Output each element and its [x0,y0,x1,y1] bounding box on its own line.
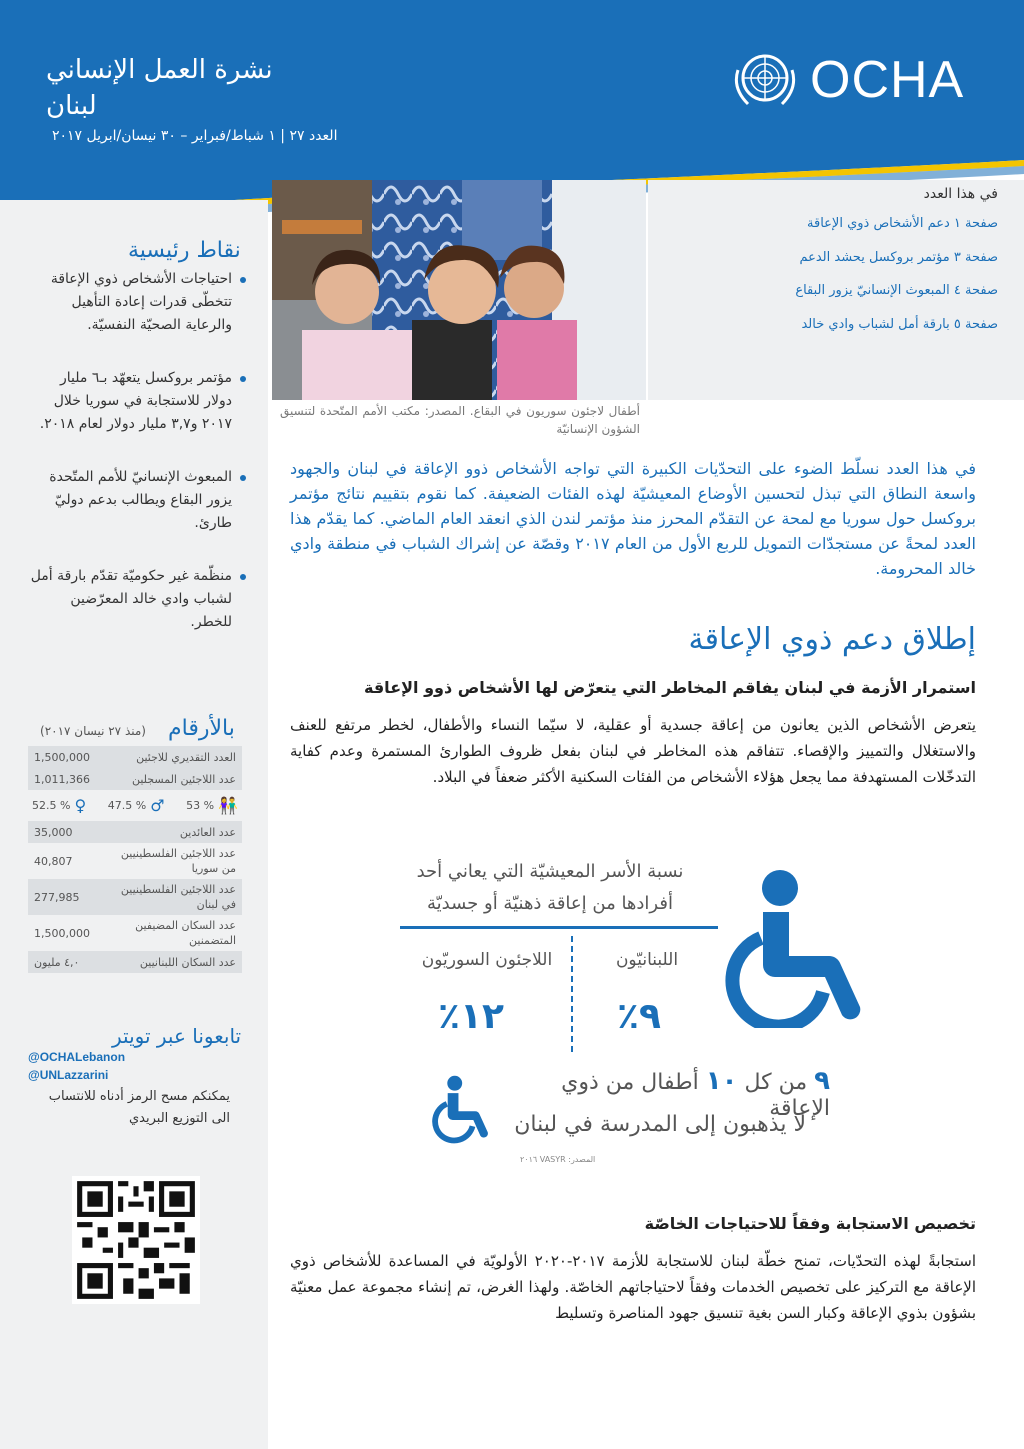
title-line-2: لبنان [46,91,97,121]
stat-row [28,768,242,790]
stat-value: 277,985 [34,890,80,904]
toc-item[interactable]: صفحة ٤ المبعوث الإنسانيّ يزور البقاع [795,283,998,298]
toc-item[interactable]: صفحة ٥ بارقة أمل لشباب وادي خالد [801,317,998,332]
twitter-handle-2[interactable]: @UNLazzarini [28,1068,109,1082]
infographic-source: المصدر: VASYR ٢٠١٦ [520,1155,596,1164]
un-emblem-icon [730,48,800,112]
stat-row [28,746,242,768]
article-subtitle-2: تخصيص الاستجابة وفقاً للاحتياجات الخاصّة [644,1214,976,1233]
stat-mid: من كل [744,1070,808,1095]
stat-value: ٤,٠ مليون [34,955,80,969]
highlight-item: احتياجات الأشخاص ذوي الإعاقة تتخطّى قدرات إعادة التأهيل والرعاية الصحيّة النفسيّة. [28,268,248,337]
stat-rest: أطفال من ذوي الإعاقة [561,1070,830,1121]
syrian-percent: ١٢٪ [438,996,504,1037]
highlight-item: منظّمة غير حكوميّة تقدّم بارقة أمل لشباب وادي خالد المعرّضين للخطر. [28,565,248,634]
figures-date: (منذ ٢٧ نيسان ٢٠١٧) [40,724,146,738]
title-line-1: نشرة العمل الإنساني [46,55,273,85]
twitter-handle-1[interactable]: @OCHALebanon [28,1050,126,1064]
logo-text: OCHA [810,51,965,109]
male-value: 47.5 % [107,799,147,812]
photo-caption: أطفال لاجئون سوريون في البقاع. المصدر: مكتب الأمم المتّحدة لتنسيق الشؤون الإنسانيّة [280,404,640,436]
article-subtitle: استمرار الأزمة في لبنان يفاقم المخاطر التي يتعرّض لها الأشخاص ذوو الإعاقة [364,678,976,697]
intro-paragraph: في هذا العدد نسلّط الضوء على التحدّيات الكبيرة التي تواجه الأشخاص ذوو الإعاقة في لبنان والجهود واسعة النطاق التي تبذل لتحسين الأوضاع المعيشيّة لهذه الفئات الضعيفة. كما نقوم بتقييم نتائج مؤتمر بروكسل حول سوريا مع لمحة عن التقدّم المحرز منذ مؤتمر لندن الذي انعقد العام الماضي. كما يقدّم هذا العدد لمحةً عن مستجدّات التمويل للربع الأول من العام ٢٠١٧ وقصّة عن إشراك الشباب في منطقة وادي خالد المحرومة. [290,459,976,578]
infographic-title: نسبة الأسر المعيشيّة التي يعاني أحد أفرادها من إعاقة ذهنيّة أو جسديّة [416,861,684,914]
stat-label: عدد السكان اللبنانيين [139,955,236,969]
stat-number-1: ٩ [814,1066,830,1096]
female-icon: ♀ [74,796,87,815]
gender-row [28,790,242,821]
stat-label: عدد السكان المضيفين المتضمنين [135,919,236,947]
qr-code[interactable] [72,1176,200,1304]
female-stat [32,796,86,815]
syrian-label: اللاجئون السوريّون [421,950,553,970]
stat-value: 40,807 [34,854,73,868]
stat-value: 35,000 [34,825,73,839]
stat-label: عدد العائدين [179,825,236,839]
stat-row [28,843,242,879]
figures-title: بالأرقام [168,716,235,741]
female-value: 52.5 % [32,799,71,812]
table-of-contents [648,180,1024,400]
highlights-list [28,268,248,664]
highlight-item: مؤتمر بروكسل يتعهّد بـ٦ مليار دولار للاستجابة في سوريا خلال ٢٠١٧ و٣,٧ مليار دولار لعام ٢٠١٨. [28,367,248,436]
infographic-stat-line-2: لا يذهبون إلى المدرسة في لبنان [514,1112,806,1137]
twitter-title: تابعونا عبر تويتر [112,1024,242,1048]
qr-instructions: يمكنكم مسح الرمز أدناه للانتساب الى التوزيع البريدي [48,1089,230,1126]
highlight-item: المبعوث الإنسانيّ للأمم المتّحدة يزور البقاع ويطالب بدعم دوليّ طارئ. [28,466,248,535]
stat-label: العدد التقديري للاجئين [136,750,236,764]
infographic-rule [400,926,718,929]
issue-info: العدد ٢٧ | ١ شباط/فبراير – ٣٠ نيسان/ابريل ٢٠١٧ [52,128,338,144]
stat-value: 1,011,366 [34,772,90,786]
children-icon: 👫 [218,796,238,815]
figures-table [28,746,242,973]
stat-label: عدد اللاجئين الفلسطينيين من سوريا [120,847,236,875]
toc-item[interactable]: صفحة ١ دعم الأشخاص ذوي الإعاقة [807,216,998,231]
ocha-logo [730,48,990,112]
male-icon: ♂ [150,796,165,815]
page-title [46,52,346,124]
stat-value: 1,500,000 [34,750,90,764]
article-paragraph-2: استجابةً لهذه التحدّيات، تمنح خطّة لبنان للاستجابة للأزمة ٢٠١٧-٢٠٢٠ الأولويّة في المساعدة للأشخاص ذوي الإعاقة مع التركيز على تخصيص الخدمات وفقاً لاحتياجاتهم الخاصّة. ولهذا الغرض، تم إنشاء مجموعة عمل معنيّة بشؤون بذوي الإعاقة وكبار السن بغية تنسيق جهود المناصرة وتسليط [290,1252,977,1322]
children-value: 53 % [186,799,215,812]
cover-photo [272,180,646,400]
toc-title: في هذا العدد [923,186,998,202]
children-stat [186,796,238,815]
stat-label: عدد اللاجئين المسجلين [131,772,236,786]
lebanese-percent: ٩٪ [617,996,661,1037]
lebanese-label: اللبنانيّون [615,950,679,970]
stat-number-2: ١٠ [705,1066,738,1096]
article-paragraph: يتعرض الأشخاص الذين يعانون من إعاقة جسدية أو عقلية، لا سيّما النساء والأطفال، لخطر مرتفع للعنف والاستغلال والتمييز والإقصاء. تتفاقم هذه المخاطر في لبنان بفعل ظروف الطوارئ المستمرة وعدم كفاية التدخّلات المستهدفة مما يجعل هؤلاء الأشخاص من الفئات السكنية الأكثر ضعفاً في البلاد. [290,716,976,786]
stat-row [28,915,242,951]
stat-row [28,879,242,915]
highlights-title: نقاط رئيسية [128,238,241,263]
article-title: إطلاق دعم ذوي الإعاقة [688,622,976,657]
refugee-children-photo [272,180,646,400]
wheelchair-small-icon [432,1070,494,1146]
toc-item[interactable]: صفحة ٣ مؤتمر بروكسل يحشد الدعم [799,250,998,265]
male-stat [108,796,165,815]
stat-row [28,951,242,973]
stat-label: عدد اللاجئين الفلسطينيين في لبنان [120,883,236,911]
wheelchair-icon [725,868,875,1028]
stat-row [28,821,242,843]
stat-value: 1,500,000 [34,926,90,940]
qr-code-icon [72,1176,200,1304]
